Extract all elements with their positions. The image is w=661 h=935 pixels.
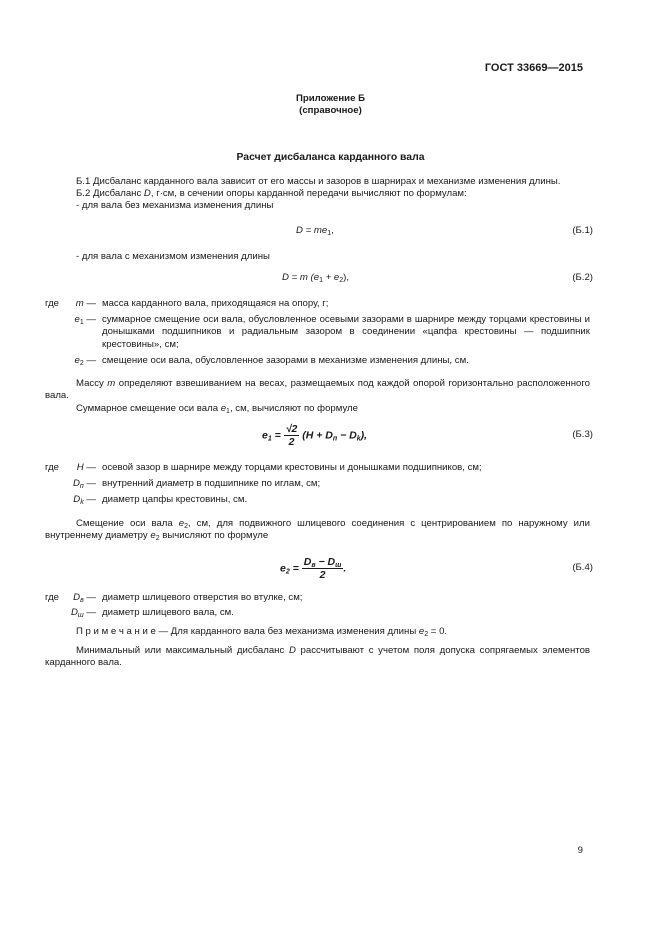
page-number: 9 bbox=[577, 845, 583, 856]
list-item: - для вала без механизма изменения длины bbox=[76, 200, 274, 211]
paragraph-b1: Б.1 Дисбаланс карданного вала зависит от его массы и зазоров в шарнирах и механизме изменения длины. bbox=[76, 176, 561, 187]
definition-text: масса карданного вала, приходящаяся на опору, г; bbox=[102, 298, 329, 309]
formula-number: (Б.1) bbox=[572, 225, 593, 236]
formula-number: (Б.3) bbox=[572, 429, 593, 440]
definition-text: смещение оси вала, обусловленное зазорами в механизме изменения длины, см. bbox=[102, 355, 469, 366]
paragraph-e2: Смещение оси вала $e_2$, см, для подвижного шлицевого соединения с центрированием по наружному или внутреннему диаметру $e_2$ вычисляют по формуле bbox=[45, 518, 590, 543]
definition-text: внутренний диаметр в подшипнике по иглам, см; bbox=[102, 478, 321, 489]
definition-symbol: $e_1$ — bbox=[74, 314, 96, 326]
definition-text: диаметр шлицевого отверстия во втулке, см; bbox=[102, 592, 303, 603]
definition-symbol: H — bbox=[76, 462, 96, 473]
definition-symbol: $D_k$ — bbox=[73, 494, 96, 506]
section-title: Расчет дисбаланса карданного вала bbox=[236, 152, 425, 163]
formula-number: (Б.4) bbox=[572, 562, 593, 573]
definition-symbol: m — bbox=[75, 298, 96, 309]
appendix-status: (справочное) bbox=[299, 105, 362, 116]
note: П р и м е ч а н и е — Для карданного вала без механизма изменения длины $e_2 = 0$. bbox=[76, 626, 448, 638]
formula-b2: D = m $(e_1 + e_2)$, bbox=[282, 272, 350, 284]
paragraph-mass: Массу m определяют взвешиванием на весах, размещаемых под каждой опорой горизонтально расположенного вала. bbox=[45, 378, 590, 402]
paragraph-b2: Б.2 Дисбаланс D, г·см, в сечении опоры карданной передачи вычисляют по формулам: bbox=[76, 188, 467, 199]
where-label: где bbox=[45, 592, 60, 603]
definition-text: диаметр шлицевого вала, см. bbox=[102, 607, 234, 618]
definition-symbol: $D_в$ — bbox=[73, 592, 96, 604]
paragraph-e1: Суммарное смещение оси вала $e_1$, см, вычисляют по формуле bbox=[76, 403, 358, 415]
formula-b3: $e_1$ = $\frac{√2}{2}$ $(H + D_п - D_k)$, bbox=[262, 423, 368, 449]
formula-b1: $D = me_1$, bbox=[296, 225, 334, 237]
definition-symbol: $D_ш$ — bbox=[70, 607, 96, 619]
definition-text: диаметр цапфы крестовины, см. bbox=[102, 494, 248, 505]
definition-text: суммарное смещение оси вала, обусловленное осевыми зазорами в шарнире между торцами крестовины и донышками подшипников и радиальным зазором в соединении «цапфа крестовины — подшипник крестовины», см; bbox=[102, 314, 590, 350]
where-label: где bbox=[45, 462, 60, 473]
definition-text: осевой зазор в шарнире между торцами крестовины и донышками подшипников, см; bbox=[102, 462, 482, 473]
formula-b4: $e_2$ = $\frac{D_в - D_ш}{2}$ . bbox=[280, 556, 347, 582]
list-item: - для вала с механизмом изменения длины bbox=[76, 251, 270, 262]
document-code: ГОСТ 33669—2015 bbox=[484, 62, 583, 74]
definition-symbol: $D_п$ — bbox=[72, 478, 96, 490]
definition-symbol: $e_2$ — bbox=[74, 355, 96, 367]
where-label: где bbox=[45, 298, 60, 309]
appendix-title: Приложение Б bbox=[296, 93, 365, 104]
formula-number: (Б.2) bbox=[572, 272, 593, 283]
paragraph-final: Минимальный или максимальный дисбаланс D рассчитывают с учетом поля допуска сопрягаемых элементов карданного вала. bbox=[45, 645, 590, 669]
